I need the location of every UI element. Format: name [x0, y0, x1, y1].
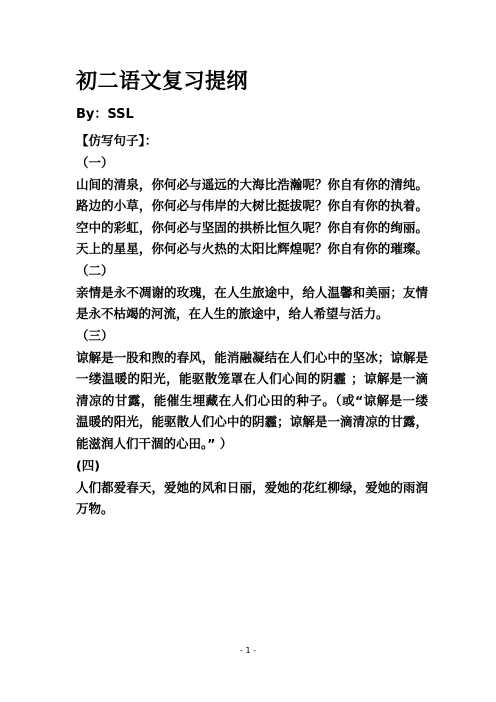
paragraph-line: 温暖的阳光，能驱散人们心中的阴霾；谅解是一滴清凉的甘露，	[76, 414, 428, 430]
paragraph-line: 天上的星星，你何必与火热的太阳比辉煌呢？你自有你的璀璨。	[76, 241, 428, 257]
group-label: （三）	[76, 328, 114, 343]
document-title: 初二语文复习提纲	[76, 69, 248, 93]
author-byline: By：SSL	[76, 107, 134, 122]
paragraph-line: 人们都爱春天，爱她的风和日丽，爱她的花红柳绿，爱她的雨润	[76, 479, 428, 495]
paragraph-line: 一缕温暖的阳光，能驱散笼罩在人们心间的阴霾 ；谅解是一滴	[76, 371, 428, 387]
paragraph-line: 清凉的甘露，能催生埋藏在人们心田的种子。（或“谅解是一缕	[76, 392, 428, 408]
paragraph-line: 谅解是一股和煦的春风，能消融凝结在人们心中的坚冰；谅解是	[76, 349, 428, 365]
paragraph-line: 山间的清泉，你何必与遥远的大海比浩瀚呢？你自有你的清纯。	[76, 176, 428, 192]
group-1	[76, 152, 428, 260]
paragraph-line: 万物。	[76, 501, 114, 517]
group-4	[76, 455, 428, 520]
paragraph-line: 是永不枯竭的河流，在人生的旅途中，给人希望与活力。	[76, 306, 389, 322]
group-3	[76, 325, 428, 455]
page-number: - 1 -	[240, 646, 256, 655]
section-heading: 【仿写句子】：	[76, 133, 158, 148]
paragraph-line: 空中的彩虹，你何必与坚固的拱桥比恒久呢？你自有你的绚丽。	[76, 219, 428, 235]
group-2	[76, 260, 428, 325]
paragraph-line: 能滋润人们干涸的心田。” ）	[76, 435, 233, 451]
section-heading-block	[76, 130, 428, 152]
paragraph-line: 路边的小草，你何必与伟岸的大树比挺拔呢？你自有你的执着。	[76, 198, 428, 214]
group-label: （一）	[76, 155, 114, 170]
group-label: (四)	[76, 458, 100, 473]
group-label: （二）	[76, 263, 114, 278]
paragraph-line: 亲情是永不凋谢的玫瑰，在人生旅途中，给人温馨和美丽；友情	[76, 284, 428, 300]
